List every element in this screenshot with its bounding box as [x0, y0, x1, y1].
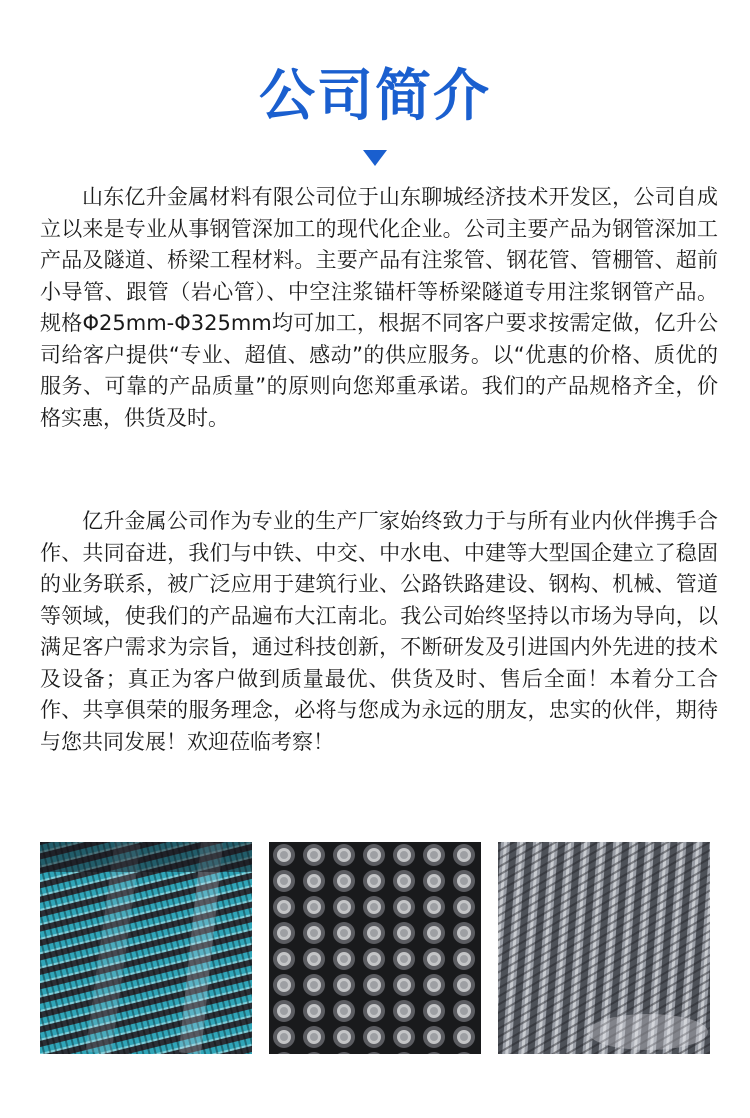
product-photo-gallery: [40, 842, 710, 1054]
product-photo-grey-threaded-bars: [498, 842, 710, 1054]
paragraph-text: 亿升金属公司作为专业的生产厂家始终致力于与所有业内伙伴携手合作、共同奋进，我们与中铁、中交、中水电、中建等大型国企建立了稳固的业务联系，被广泛应用于建筑行业、公路铁路建设、钢构、机械、管道等领域，使我们的产品遍布大江南北。我公司始终坚持以市场为导向，以满足客户需求为宗旨，通过科技创新，不断研发及引进国内外先进的技术及设备；真正为客户做到质量最优、供货及时、售后全面！本着分工合作、共享俱荣的服务理念，必将与您成为永远的朋友，忠实的伙伴，期待与您共同发展！欢迎莅临考察！: [40, 509, 718, 754]
product-photo-pipe-ends: [269, 842, 481, 1054]
intro-paragraph-1: [40, 182, 718, 434]
intro-paragraph-2: [40, 506, 718, 758]
down-arrow-icon: [363, 150, 387, 166]
page-title: 公司简介: [259, 64, 491, 129]
product-photo-teal-threaded-pipes: [40, 842, 252, 1054]
paragraph-text: 山东亿升金属材料有限公司位于山东聊城经济技术开发区，公司自成立以来是专业从事钢管深加工的现代化企业。公司主要产品为钢管深加工产品及隧道、桥梁工程材料。主要产品有注浆管、钢花管、管棚管、超前小导管、跟管（岩心管）、中空注浆锚杆等桥梁隧道专用注浆钢管产品。规格Φ25mm-Φ325mm均可加工，根据不同客户要求按需定做，亿升公司给客户提供“专业、超值、感动”的供应服务。以“优惠的价格、质优的服务、可靠的产品质量”的原则向您郑重承诺。我们的产品规格齐全，价格实惠，供货及时。: [40, 185, 718, 430]
